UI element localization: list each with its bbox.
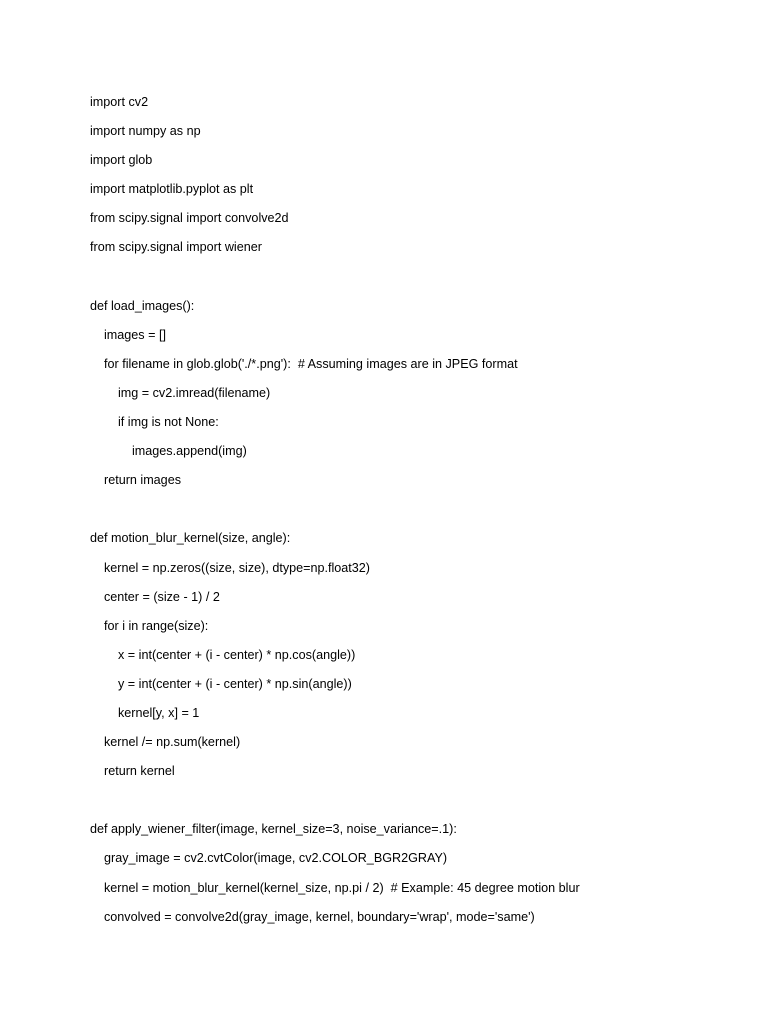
code-line: center = (size - 1) / 2	[90, 589, 220, 604]
code-line: images.append(img)	[90, 444, 247, 459]
code-line	[90, 791, 580, 820]
code-line: if img is not None:	[90, 415, 219, 430]
code-line	[90, 268, 580, 297]
code-line: gray_image = cv2.cvtColor(image, cv2.COLOR_BGR2GRAY)	[90, 851, 448, 866]
code-line: for filename in glob.glob('./*.png'): # Assuming images are in JPEG format	[90, 356, 518, 371]
code-line: convolved = convolve2d(gray_image, kernel, boundary='wrap', mode='same')	[90, 909, 535, 924]
code-line: img = cv2.imread(filename)	[90, 385, 271, 400]
code-line: images = []	[90, 327, 166, 342]
code-line: return kernel	[90, 764, 175, 779]
code-block	[90, 93, 580, 937]
code-line: kernel = np.zeros((size, size), dtype=np.float32)	[90, 560, 370, 575]
code-line: import cv2	[90, 95, 149, 109]
code-line: y = int(center + (i - center) * np.sin(angle))	[90, 676, 352, 691]
code-line: return images	[90, 473, 181, 488]
code-line: from scipy.signal import wiener	[90, 240, 262, 255]
code-line: from scipy.signal import convolve2d	[90, 211, 289, 226]
code-line: def load_images():	[90, 298, 195, 313]
code-line: import numpy as np	[90, 124, 201, 139]
code-line: for i in range(size):	[90, 618, 209, 633]
code-line	[90, 500, 580, 529]
code-line: def apply_wiener_filter(image, kernel_size=3, noise_variance=.1):	[90, 822, 457, 837]
code-line: kernel = motion_blur_kernel(kernel_size, np.pi / 2) # Example: 45 degree motion blur	[90, 880, 580, 895]
code-line: kernel[y, x] = 1	[90, 705, 200, 720]
code-line: import glob	[90, 153, 153, 168]
code-line: def motion_blur_kernel(size, angle):	[90, 531, 291, 546]
code-line: kernel /= np.sum(kernel)	[90, 735, 241, 750]
code-line: import matplotlib.pyplot as plt	[90, 182, 254, 197]
code-line: x = int(center + (i - center) * np.cos(angle))	[90, 647, 356, 662]
